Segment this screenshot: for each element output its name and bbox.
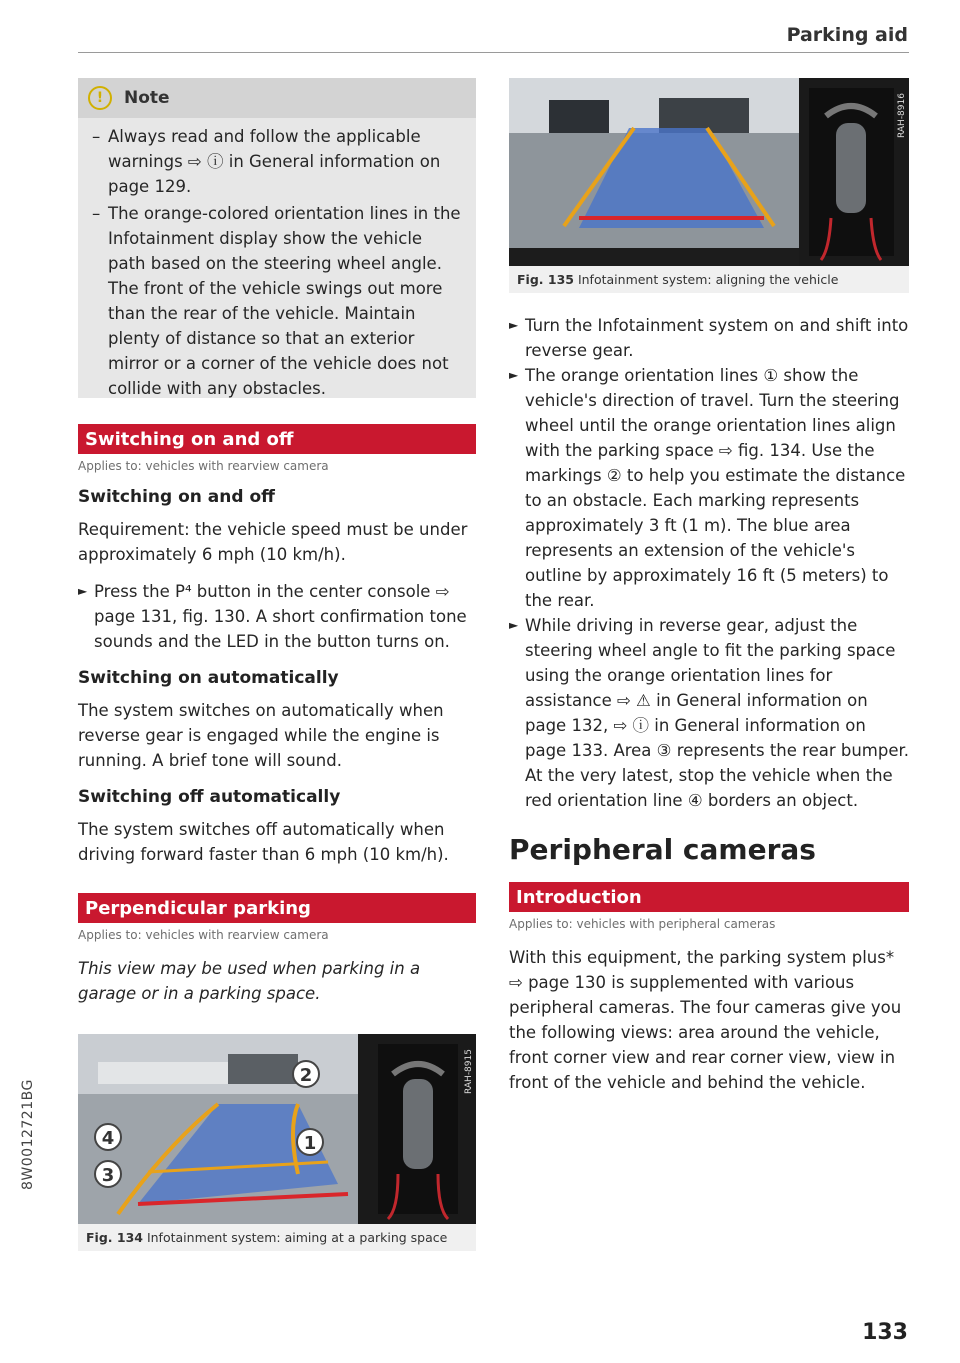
figure-135-text: Infotainment system: aligning the vehicle [577,272,839,287]
step-text: While driving in reverse gear, adjust the steering wheel angle to fit the parking space using the orange orientation lines for assistance ⇨ ⚠ in General information on page 132, ⇨ ⓘ in General information on page 133. Area ③ represents the rear bumper. At the very latest, stop the vehicle when the red orientation line ④ borders an object. [525,616,910,810]
figure-135-image [509,78,909,266]
note-dash: – [92,204,101,223]
svg-text:1: 1 [303,1133,317,1154]
applies-to-perpendicular: Applies to: vehicles with rearview camera [78,928,329,942]
step-text: Press the P⁴ button in the center console ⇨ page 131, fig. 130. A short confirmation tone sounds and the LED in the button turns on. [94,582,467,651]
subheading-auto-on: Switching on automatically [78,668,339,688]
svg-text:3: 3 [101,1165,115,1186]
step-item [509,363,909,613]
applies-to-switching: Applies to: vehicles with rearview camera [78,459,329,473]
note-header [78,78,476,118]
info-icon: ! [88,86,112,110]
section-bar-perpendicular: Perpendicular parking [78,893,476,923]
step-press-button [78,579,476,654]
note-text: The orange-colored orientation lines in the Infotainment display show the vehicle path based on the steering wheel angle. The front of the vehicle swings out more than the rear of the vehicle. Maintain plenty of distance so that an exterior mirror or a corner of the vehicle does not collide with any obstacles. [108,204,461,398]
svg-text:RAH-8916: RAH-8916 [897,93,907,138]
left-column [78,78,476,1251]
section-bar-introduction: Introduction [509,882,909,912]
svg-text:2: 2 [299,1065,313,1086]
auto-on-text: The system switches on automatically when reverse gear is engaged while the engine is running. A brief tone will sound. [78,701,444,770]
step-text: The orange orientation lines ① show the vehicle's direction of travel. Turn the steering wheel until the orange orientation lines align with the parking space ⇨ fig. 134. Use the markings ② to help you estimate the distance to an obstacle. Each marking represents approximately 3 ft (1 m). The blue area represents an extension of the vehicle's outline by approximately 16 ft (5 meters) to the rear. [525,366,906,610]
step-arrow-icon: ► [78,584,88,598]
step-item [509,613,909,813]
figure-134-image [78,1034,476,1224]
right-column [509,78,909,1095]
note-label: Note [124,88,170,108]
figure-134-text: Infotainment system: aiming at a parking space [146,1230,448,1245]
requirement-text: Requirement: the vehicle speed must be under approximately 6 mph (10 km/h). [78,520,468,564]
step-item [509,313,909,363]
figure-134-caption [78,1224,476,1251]
note-text: Always read and follow the applicable warnings ⇨ ⓘ in General information on page 129. [108,127,441,196]
perpendicular-intro: This view may be used when parking in a garage or in a parking space. [78,959,421,1003]
note-list [78,118,476,401]
section-heading-peripheral: Peripheral cameras [509,833,816,866]
side-code: 8W0012721BG [20,1079,36,1190]
svg-text:RAH-8915: RAH-8915 [464,1049,474,1094]
header-title: Parking aid [786,24,908,46]
note-item [92,201,464,401]
peripheral-text: With this equipment, the parking system plus* ⇨ page 130 is supplemented with various peripheral cameras. The four cameras give you the following views: area around the vehicle, front corner view and rear corner view, view in front of the vehicle and behind the vehicle. [509,948,902,1092]
figure-135 [509,78,909,293]
header-rule [78,52,909,53]
step-arrow-icon: ► [509,318,519,332]
subheading-switching: Switching on and off [78,487,275,507]
applies-to-peripheral: Applies to: vehicles with peripheral cameras [509,917,776,931]
svg-text:4: 4 [101,1128,115,1149]
note-box [78,78,476,398]
subheading-auto-off: Switching off automatically [78,787,341,807]
figure-134-number: Fig. 134 [86,1230,143,1245]
section-bar-switching: Switching on and off [78,424,476,454]
figure-134 [78,1034,476,1251]
figure-135-number: Fig. 135 [517,272,574,287]
auto-off-text: The system switches off automatically when driving forward faster than 6 mph (10 km/h). [78,820,449,864]
step-text: Turn the Infotainment system on and shift into reverse gear. [525,316,909,360]
figure-135-caption [509,266,909,293]
step-arrow-icon: ► [509,618,519,632]
step-arrow-icon: ► [509,368,519,382]
note-item [92,124,464,199]
page-number: 133 [862,1320,908,1345]
note-dash: – [92,127,101,146]
